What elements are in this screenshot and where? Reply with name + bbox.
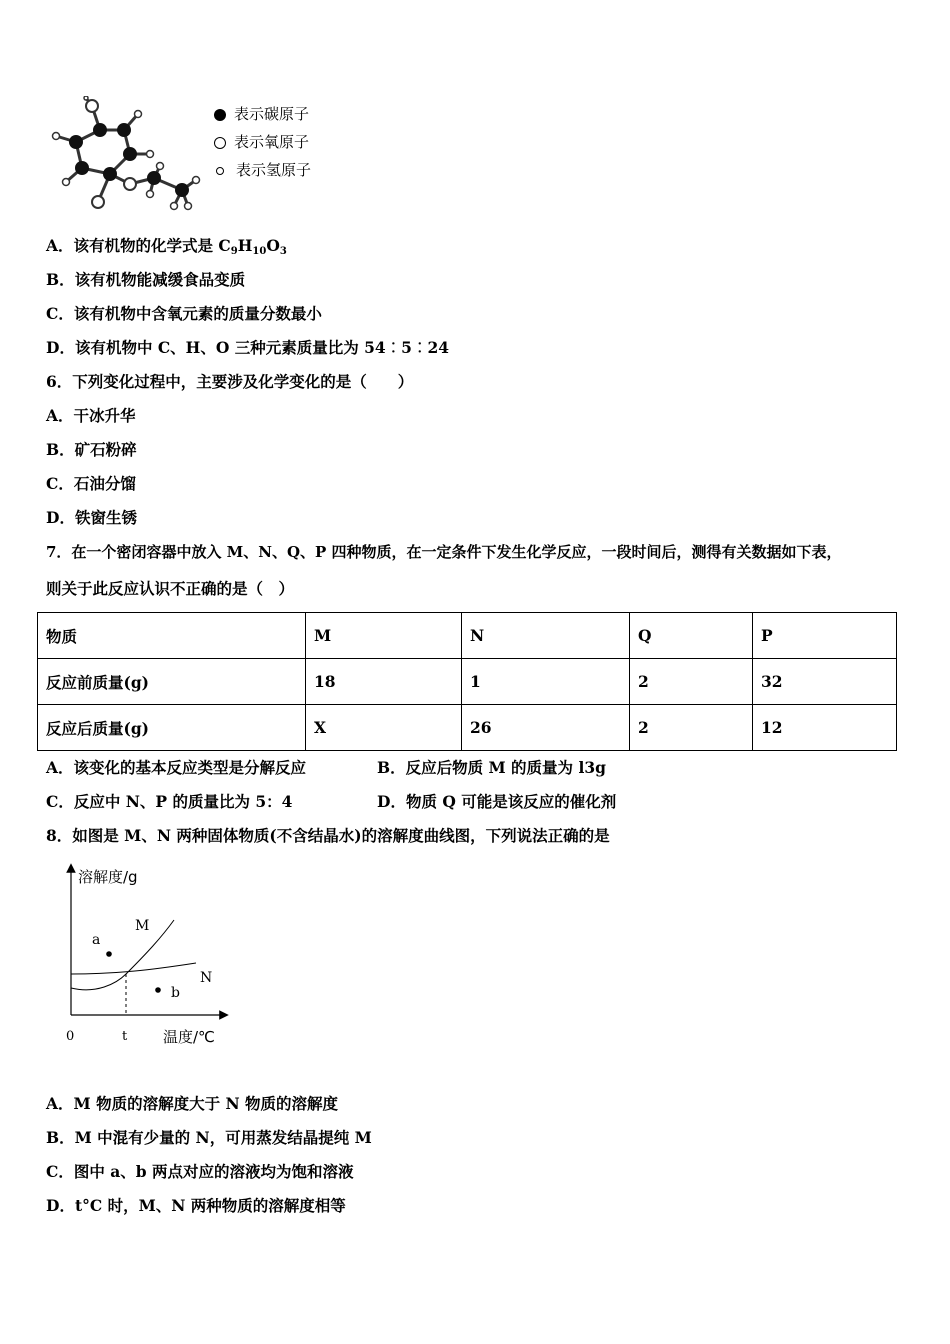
q7-option-a: A．该变化的基本反应类型是分解反应 xyxy=(46,758,307,777)
q8-option-a: A．M 物质的溶解度大于 N 物质的溶解度 xyxy=(46,1094,339,1113)
table-cell: 反应前质量(g) xyxy=(38,659,306,705)
table-cell: 2 xyxy=(630,705,753,751)
curve-m-label: M xyxy=(135,918,150,934)
q8-stem: 8．如图是 M、N 两种固体物质(不含结晶水)的溶解度曲线图，下列说法正确的是 xyxy=(46,826,610,845)
table-cell: N xyxy=(462,613,630,659)
q7-stem-line2: 则关于此反应认识不正确的是（ ） xyxy=(46,579,295,598)
table-cell: P xyxy=(753,613,897,659)
legend-oxygen: 表示氧原子 xyxy=(214,132,309,152)
table-cell: 18 xyxy=(306,659,462,705)
table-cell: 12 xyxy=(753,705,897,751)
table-cell: 1 xyxy=(462,659,630,705)
point-a-label: a xyxy=(92,932,101,948)
q5-option-b: B．该有机物能减缓食品变质 xyxy=(46,270,246,289)
q7-option-b: B．反应后物质 M 的质量为 l3g xyxy=(377,758,606,777)
table-cell: 2 xyxy=(630,659,753,705)
table-cell: M xyxy=(306,613,462,659)
x-axis-label: 温度/℃ xyxy=(163,1028,215,1046)
table-cell: 反应后质量(g) xyxy=(38,705,306,751)
q5-option-d: D．该有机物中 C、H、O 三种元素质量比为 54︰5︰24 xyxy=(46,338,450,357)
table-row xyxy=(38,705,897,751)
table-cell: X xyxy=(306,705,462,751)
table-cell: 32 xyxy=(753,659,897,705)
origin-label: 0 xyxy=(66,1029,75,1044)
point-a-dot xyxy=(106,951,112,957)
q8-option-b: B．M 中混有少量的 N，可用蒸发结晶提纯 M xyxy=(46,1128,372,1147)
q6-option-a: A．干冰升华 xyxy=(46,406,136,425)
legend-hydrogen: 表示氢原子 xyxy=(214,160,311,180)
q7-option-d: D．物质 Q 可能是该反应的催化剂 xyxy=(377,792,617,811)
table-cell: 物质 xyxy=(38,613,306,659)
q6-option-d: D．铁窗生锈 xyxy=(46,508,137,527)
molecule-diagram xyxy=(42,96,212,216)
solubility-graph xyxy=(56,860,236,1050)
table-row xyxy=(38,659,897,705)
q8-option-d: D．t°C 时，M、N 两种物质的溶解度相等 xyxy=(46,1196,346,1215)
table-header-row xyxy=(38,613,897,659)
q7-table xyxy=(37,612,897,751)
q7-stem-line1: 7．在一个密闭容器中放入 M、N、Q、P 四种物质，在一定条件下发生化学反应，一段时间后，测得有关数据如下表， xyxy=(46,543,842,561)
q6-option-b: B．矿石粉碎 xyxy=(46,440,137,459)
t-label: t xyxy=(122,1029,128,1044)
point-b-label: b xyxy=(171,985,180,1001)
table-cell: Q xyxy=(630,613,753,659)
oxygen-circle-icon xyxy=(214,137,226,149)
hydrogen-circle-icon xyxy=(216,167,224,175)
point-b-dot xyxy=(155,987,161,993)
q6-option-c: C．石油分馏 xyxy=(46,474,136,493)
q5-option-c: C．该有机物中含氧元素的质量分数最小 xyxy=(46,304,322,323)
y-axis-label: 溶解度/g xyxy=(78,868,138,886)
carbon-dot-icon xyxy=(214,109,226,121)
legend-carbon: 表示碳原子 xyxy=(214,104,309,124)
q8-option-c: C．图中 a、b 两点对应的溶液均为饱和溶液 xyxy=(46,1162,354,1181)
curve-n xyxy=(71,963,196,974)
q7-option-c: C．反应中 N、P 的质量比为 5：4 xyxy=(46,792,293,811)
q6-stem: 6．下列变化过程中，主要涉及化学变化的是（ ） xyxy=(46,372,414,391)
curve-m xyxy=(71,920,174,990)
table-cell: 26 xyxy=(462,705,630,751)
curve-n-label: N xyxy=(200,970,213,986)
q5-option-a: A．该有机物的化学式是 $C_9H_{10}O_3$ xyxy=(46,236,287,257)
